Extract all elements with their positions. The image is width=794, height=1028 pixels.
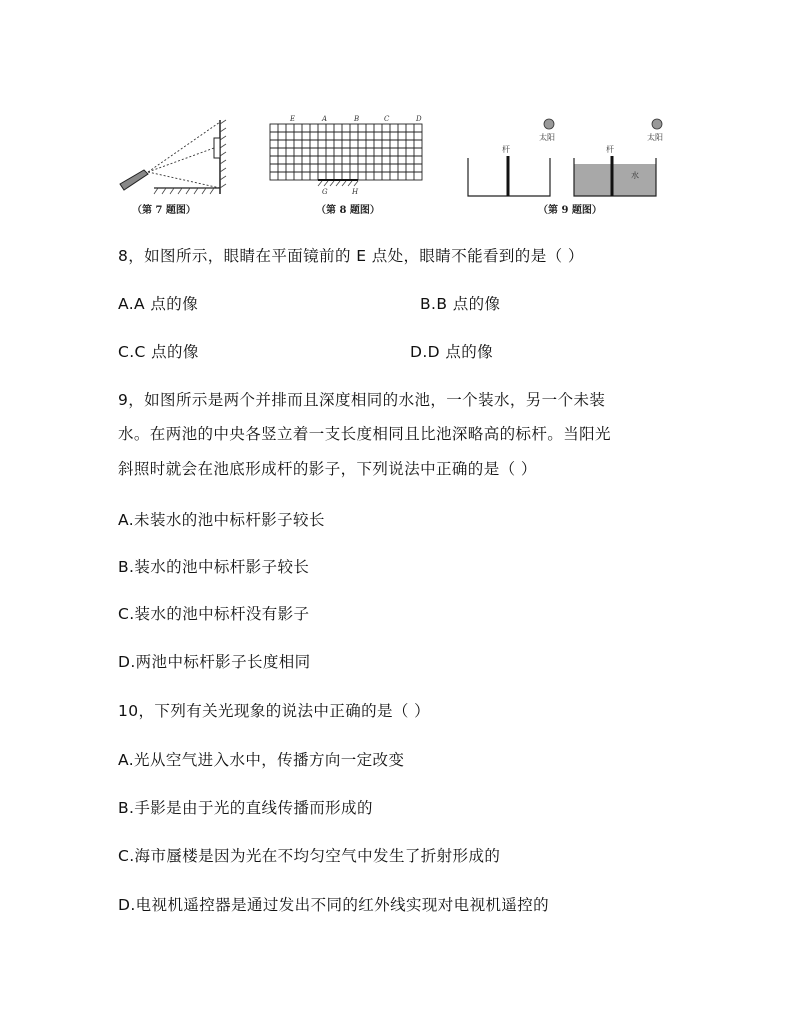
question-9-option-a[interactable]: A.未装水的池中标杆影子较长 xyxy=(118,511,325,529)
sun-label-right: 太阳 xyxy=(647,133,663,142)
grid-label-h: H xyxy=(352,188,359,196)
question-8-option-b[interactable]: B.B 点的像 xyxy=(420,295,501,313)
question-9-option-c[interactable]: C.装水的池中标杆没有影子 xyxy=(118,605,310,623)
question-8-stem: 8，如图所示，眼睛在平面镜前的 E 点处，眼睛不能看到的是（ ） xyxy=(118,247,584,265)
figure-7-caption: （第 7 题图） xyxy=(132,205,196,216)
question-8-option-c[interactable]: C.C 点的像 xyxy=(118,343,199,361)
figure-8 xyxy=(266,112,432,216)
grid-label-e: E xyxy=(290,115,296,123)
question-9-option-b[interactable]: B.装水的池中标杆影子较长 xyxy=(118,558,310,576)
water-label: 水 xyxy=(631,171,639,180)
question-9-option-d[interactable]: D.两池中标杆影子长度相同 xyxy=(118,653,311,671)
pole-label-left: 杆 xyxy=(502,145,510,154)
question-8-option-a[interactable]: A.A 点的像 xyxy=(118,295,199,313)
question-9-stem-line-3: 斜照时就会在池底形成杆的影子，下列说法中正确的是（ ） xyxy=(118,460,537,478)
question-10-option-a[interactable]: A.光从空气进入水中，传播方向一定改变 xyxy=(118,751,405,769)
question-10-option-c[interactable]: C.海市蜃楼是因为光在不均匀空气中发生了折射形成的 xyxy=(118,847,501,865)
figure-7-diagram xyxy=(112,112,232,200)
sun-label-left: 太阳 xyxy=(539,133,555,142)
figure-8-caption: （第 8 题图） xyxy=(316,205,380,216)
figure-9-caption: （第 9 题图） xyxy=(538,205,602,216)
sun-icon-left xyxy=(544,119,554,129)
grid-label-g: G xyxy=(322,188,328,196)
grid-label-b: B xyxy=(354,115,360,123)
figure-8-grid-diagram xyxy=(266,112,432,200)
pole-label-right: 杆 xyxy=(606,145,614,154)
sun-icon-right xyxy=(652,119,662,129)
question-10-option-d[interactable]: D.电视机遥控器是通过发出不同的红外线实现对电视机遥控的 xyxy=(118,896,550,914)
figure-9-pools-diagram xyxy=(462,112,672,200)
grid-label-a: A xyxy=(322,115,328,123)
figure-9 xyxy=(462,112,672,216)
question-10-stem: 10，下列有关光现象的说法中正确的是（ ） xyxy=(118,702,431,720)
question-10-option-b[interactable]: B.手影是由于光的直线传播而形成的 xyxy=(118,799,373,817)
question-9-stem-line-1: 9，如图所示是两个并排而且深度相同的水池，一个装水，另一个未装 xyxy=(118,391,606,409)
grid-label-c: C xyxy=(384,115,390,123)
grid-label-d: D xyxy=(416,115,422,123)
question-8-option-d[interactable]: D.D 点的像 xyxy=(410,343,494,361)
question-9-stem-line-2: 水。在两池的中央各竖立着一支长度相同且比池深略高的标杆。当阳光 xyxy=(118,425,611,443)
figure-7 xyxy=(112,112,232,216)
